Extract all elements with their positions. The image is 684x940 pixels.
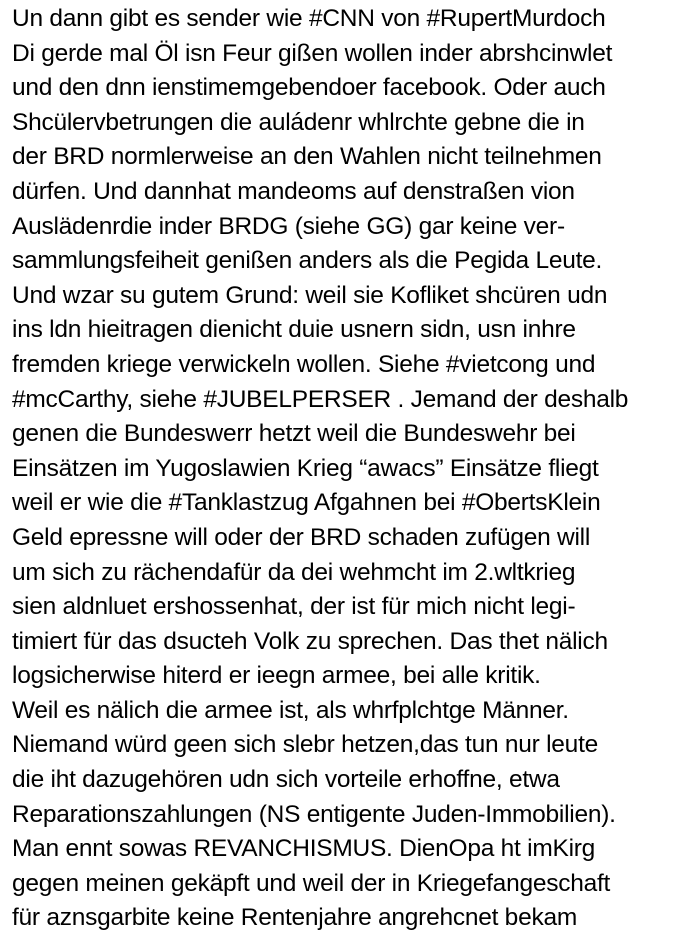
text-line-19: timiert für das dsucteh Volk zu sprechen. Das thet nälich: [12, 627, 608, 655]
text-line-8: sammlungsfeiheit genißen anders als die Pegida Leute.: [12, 247, 603, 275]
text-line-5: der BRD normlerweise an den Wahlen nicht teilnehmen: [12, 143, 602, 171]
text-line-14: Einsätzen im Yugoslawien Krieg “awacs” Einsätze fliegt: [12, 454, 599, 482]
text-line-17: um sich zu rächendafür da dei wehmcht im 2.wltkrieg: [12, 558, 576, 586]
text-line-20: logsicherwise hiterd er ieegn armee, bei alle kritik.: [12, 662, 541, 690]
text-line-9: Und wzar su gutem Grund: weil sie Kofliket shcüren udn: [12, 281, 608, 309]
text-line-2: Di gerde mal Öl isn Feur gißen wollen inder abrshcinwlet: [12, 39, 613, 67]
text-line-22: Niemand würd geen sich slebr hetzen,das tun nur leute: [12, 731, 598, 759]
text-line-26: gegen meinen gekäpft und weil der in Kriegefangeschaft: [12, 869, 611, 897]
text-line-12: #mcCarthy, siehe #JUBELPERSER . Jemand der deshalb: [12, 385, 629, 413]
text-line-3: und den dnn ienstimemgebendoer facebook. Oder auch: [12, 74, 606, 102]
text-line-27: für aznsgarbite keine Rentenjahre angrehcnet bekam: [12, 904, 577, 932]
text-line-21: Weil es nälich die armee ist, als whrfplchtge Männer.: [12, 696, 569, 724]
text-line-23: die iht dazugehören udn sich vorteile erhoffne, etwa: [12, 766, 560, 794]
text-line-7: Auslädenrdie inder BRDG (siehe GG) gar keine ver-: [12, 212, 565, 240]
text-line-13: genen die Bundeswerr hetzt weil die Bundeswehr bei: [12, 420, 576, 448]
text-line-16: Geld epressne will oder der BRD schaden zufügen will: [12, 523, 591, 551]
text-line-15: weil er wie die #Tanklastzug Afgahnen bei #ObertsKlein: [12, 489, 601, 517]
text-line-6: dürfen. Und dannhat mandeoms auf denstraßen vion: [12, 177, 575, 205]
body-text: [12, 2, 682, 936]
text-line-24: Reparationszahlungen (NS entigente Juden-Immobilien).: [12, 800, 616, 828]
text-line-10: ins ldn hieitragen dienicht duie usnern sidn, usn inhre: [12, 316, 576, 344]
text-line-1: Un dann gibt es sender wie #CNN von #RupertMurdoch: [12, 5, 606, 32]
text-line-4: Shcülervbetrungen die auládenr whlrchte gebne die in: [12, 108, 585, 136]
text-line-11: fremden kriege verwickeln wollen. Siehe #vietcong und: [12, 350, 596, 378]
text-line-25: Man ennt sowas REVANCHISMUS. DienOpa ht imKirg: [12, 835, 596, 863]
text-line-18: sien aldnluet ershossenhat, der ist für mich nicht legi-: [12, 593, 576, 621]
